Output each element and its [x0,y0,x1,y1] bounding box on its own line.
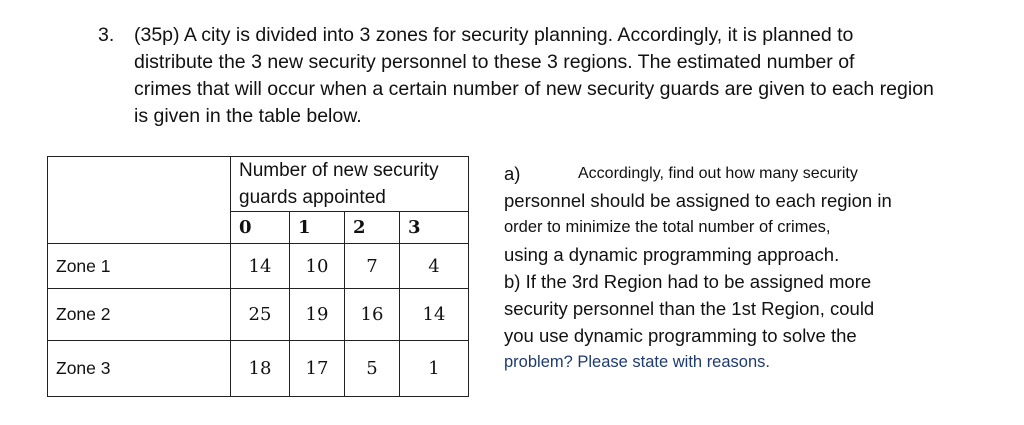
question-a-first-line [504,160,1019,187]
table-cell: 14 [400,289,469,341]
table-cell: 19 [290,289,345,341]
header-title-line-1: Number of new security [239,160,439,181]
table-cell: 5 [345,341,400,397]
table-header-title [231,157,469,212]
table-cell: 25 [231,289,290,341]
problem-statement [98,22,1018,130]
question-a-label: a) [504,163,521,184]
table-cell: 17 [290,341,345,397]
problem-line-1: (35p) A city is divided into 3 zones for security planning. Accordingly, it is planned to [134,24,854,46]
problem-line-3: crimes that will occur when a certain number of new security guards are given to each region [134,78,934,100]
zone-label: Zone 1 [48,244,231,289]
problem-number: 3. [98,24,115,46]
problem-line-4: is given in the table below. [134,105,362,127]
zone-label: Zone 3 [48,341,231,397]
questions-block [504,160,1019,376]
table-header-row [48,157,469,212]
column-header: 3 [400,212,469,244]
column-header: 2 [345,212,400,244]
table-cell: 16 [345,289,400,341]
question-a-line-3: order to minimize the total number of crimes, [504,218,831,236]
table-cell: 18 [231,341,290,397]
question-a-line-4: using a dynamic programming approach. [504,244,840,265]
question-b-line-4: problem? Please state with reasons. [504,353,770,371]
column-header: 0 [231,212,290,244]
zone-label: Zone 2 [48,289,231,341]
table-row [48,289,469,341]
column-header: 1 [290,212,345,244]
problem-line-2: distribute the 3 new security personnel to these 3 regions. The estimated number of [134,51,855,73]
question-b-line-3: you use dynamic programming to solve the [504,325,857,346]
table-row [48,244,469,289]
question-a-line-1: Accordingly, find out how many security [578,165,858,182]
crime-table [47,156,469,397]
question-a-line-2: personnel should be assigned to each region in [504,190,892,211]
header-title-line-2: guards appointed [239,187,386,208]
question-b-line-2: security personnel than the 1st Region, could [504,298,875,319]
table-cell: 7 [345,244,400,289]
table-cell: 1 [400,341,469,397]
question-b-line-1: b) If the 3rd Region had to be assigned more [504,271,872,292]
table-corner-cell [48,157,231,244]
table-cell: 14 [231,244,290,289]
table-cell: 4 [400,244,469,289]
table-row [48,341,469,397]
table-cell: 10 [290,244,345,289]
